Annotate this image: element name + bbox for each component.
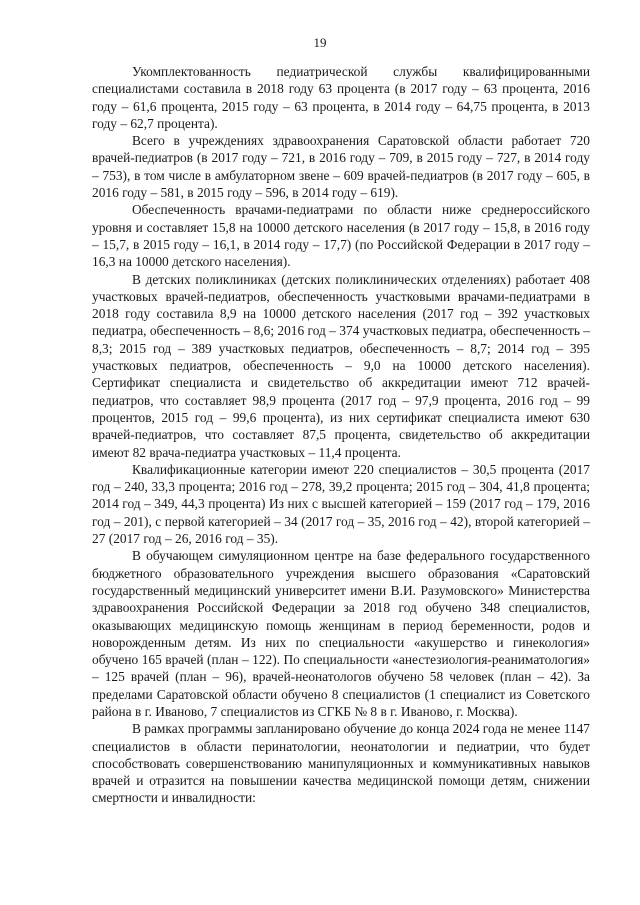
paragraph-qualification: Квалификационные категории имеют 220 специалистов – 30,5 процента (2017 год – 240, 33,3 процента; 2016 год – 278, 39,2 процента; 2015 год – 304, 41,8 процента; 2014 год – 349, 44,3 процента) Из них с высшей категорией – 159 (2017 год – 179, 2016 год – 201), с первой категорией – 34 (2017 год – 35, 2016 год – 42), второй категорией – 27 (2017 год – 26, 2016 год – 35). (92, 461, 590, 547)
document-body (92, 63, 590, 807)
paragraph-training-plan: В рамках программы запланировано обучение до конца 2024 года не менее 1147 специалистов в области перинатологии, неонатологии и педиатрии, что будет способствовать совершенствованию манипуляционных и коммуникативных навыков врачей и отразится на повышении качества медицинской помощи детям, снижении смертности и инвалидности: (92, 721, 590, 806)
page-number: 19 (313, 35, 327, 50)
paragraph-pediatrician-count: Всего в учреждениях здравоохранения Саратовской области работает 720 врачей-педиатров (в 2017 году – 721, в 2016 году – 709, в 2015 году – 727, в 2014 году – 753), в том числе в амбулаторном звене – 609 врачей-педиатров (в 2017 году – 605, в 2016 году – 581, в 2015 году – 596, в 2014 году – 619). (92, 133, 590, 201)
paragraph-district-pediatricians: В детских поликлиниках (детских поликлинических отделениях) работает 408 участковых врачей-педиатров, обеспеченность участковыми врачами-педиатрами в 2018 году составила 8,9 на 10000 детского населения (2017 год – 392 участковых педиатра, обеспеченность – 8,6; 2016 год – 374 участковых педиатра, обеспеченность – 8,3; 2015 год – 389 участковых педиатров, обеспеченность – 8,7; 2014 год – 395 участковых педиатров, обеспеченность – 9,0 на 10000 детского населения). Сертификат специалиста и свидетельство об аккредитации имеют 712 врачей-педиатров, что составляет 98,9 процента (2017 год – 97,9 процента, 2016 год – 99 процентов, 2015 год – 99,6 процента), из них сертификат специалиста имеют 630 врачей-педиатров, что составляет 87,5 процента, свидетельство об аккредитации имеют 82 врача-педиатра участковых – 11,4 процента. (92, 271, 590, 460)
paragraph-simulation-center: В обучающем симуляционном центре на базе федерального государственного бюджетного образовательного учреждения высшего образования «Саратовский государственный медицинский университет имени В.И. Разумовского» Министерства здравоохранения Российской Федерации за 2018 год обучено 348 специалистов, оказывающих медицинскую помощь женщинам в период беременности, родов и новорожденным детям. Из них по специальности «акушерство и гинекология» обучено 165 врачей (план – 122). По специальности «анестезиология-реаниматология» – 125 врачей (план – 96), врачей-неонатологов обучено 58 человек (план – 42). За пределами Саратовской области обучено 8 специалистов (1 специалист из Советского района в г. Иваново, 7 специалистов из СГКБ № 8 в г. Иваново, г. Москва). (92, 548, 590, 719)
paragraph-staffing: Укомплектованность педиатрической службы квалифицированными специалистами составила в 2018 году 63 процента (в 2017 году – 63 процента, 2016 году – 61,6 процента, 2015 году – 63 процента, в 2014 году – 64,75 процента, в 2013 году – 62,7 процента). (92, 64, 590, 131)
paragraph-provision: Обеспеченность врачами-педиатрами по области ниже среднероссийского уровня и составляет 15,8 на 10000 детского населения (в 2017 году – 15,8, в 2016 году – 15,7, в 2015 году – 16,1, в 2014 году – 17,7) (по Российской Федерации в 2017 году – 16,3 на 10000 детского населения). (92, 202, 590, 270)
